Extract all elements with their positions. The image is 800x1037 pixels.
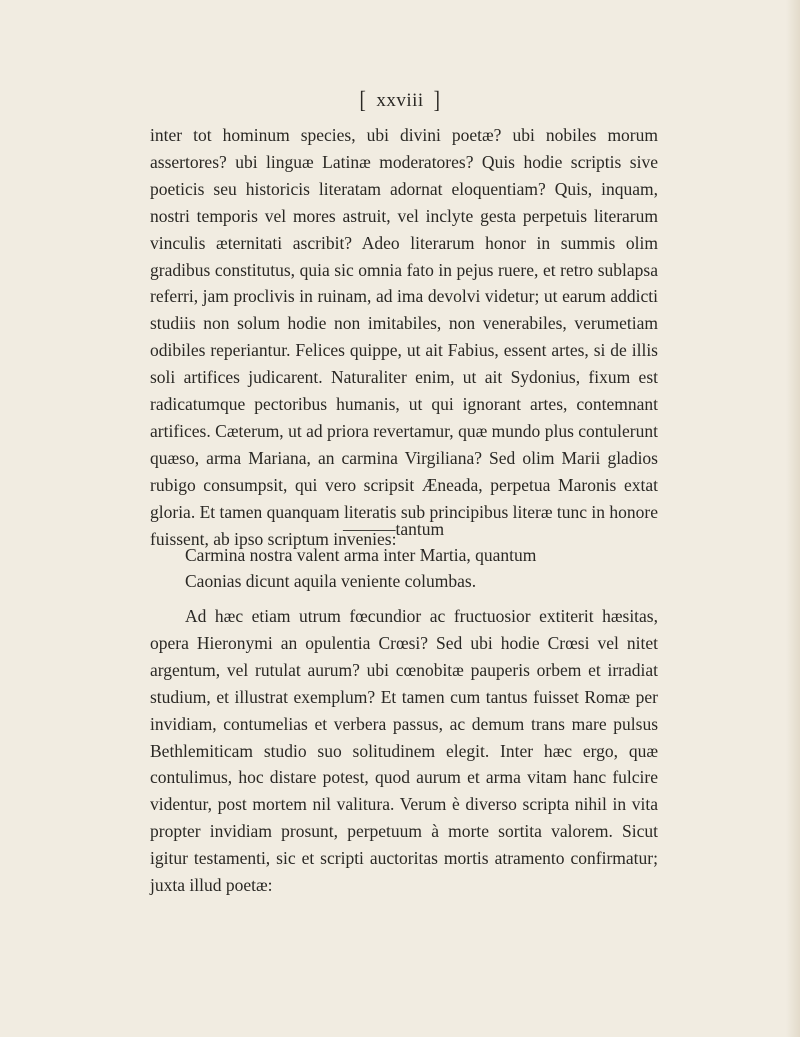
paragraph-1	[150, 122, 658, 553]
paragraph-2	[150, 603, 658, 899]
quote-line-2: Carmina nostra valent arma inter Martia, quantum	[185, 545, 537, 565]
page-header	[0, 89, 800, 113]
page-number: xxviii	[376, 90, 424, 111]
quote-line-1: ———tantum	[343, 519, 445, 539]
quote-line-3: Caonias dicunt aquila veniente columbas.	[185, 571, 477, 591]
bracket-close: ]	[433, 87, 441, 114]
paragraph-1-text: inter tot hominum species, ubi divini poetæ? ubi nobiles morum assertores? ubi linguæ Latinæ moderatores? Quis hodie scriptis sive poeticis seu historicis literatam adornat eloquentiam? Quis, inquam, nostri temporis vel mores astruit, vel inclyte gesta perpetuis literarum vinculis æternitati ascribit? Adeo literarum honor in summis olim gradibus constitutus, quia sic omnia fato in pejus ruere, et retro sublapsa referri, jam proclivis in ruinam, ad ima devolvi videtur; ut earum addicti studiis non solum hodie non imitabiles, non venerabiles, verumetiam odibiles reperiantur. Felices quippe, ut ait Fabius, essent artes, si de illis soli artifices judicarent. Naturaliter enim, ut ait Sydonius, fixum est radicatumque pectoribus humanis, ut qui ignorant artes, contemnant artifices. Cæterum, ut ad priora revertamur, quæ mundo plus contulerunt quæso, arma Mariana, an carmina Virgiliana? Sed olim Marii gladios rubigo consumpsit, qui vero scripsit Æneada, perpetua Maronis extat gloria. Et tamen quanquam literatis sub principibus literæ tunc in honore fuissent, ab ipso scriptum invenies:	[150, 125, 658, 549]
paragraph-2-text: Ad hæc etiam utrum fœcundior ac fructuosior extiterit hæsitas, opera Hieronymi an opulentia Crœsi? Sed ubi hodie Crœsi vel nitet argentum, vel rutulat aurum? ubi cœnobitæ pauperis orbem et irradiat studium, et illustrat exemplum? Et tamen cum tantus fuisset Romæ per invidiam, contumelias et verbera passus, ac demum trans mare pulsus Bethlemiticam studio suo solitudinem elegit. Inter hæc ergo, quæ contulimus, hoc distare potest, quod aurum et arma vitam hanc fulcire videntur, post mortem nil valitura. Verum è diverso scripta nihil in vita propter invidiam prosunt, perpetuum à morte sortita valorem. Sicut igitur testamenti, sic et scripti auctoritas mortis atramento confirmatur; juxta illud poetæ:	[150, 606, 658, 896]
bracket-open: [	[359, 87, 367, 114]
